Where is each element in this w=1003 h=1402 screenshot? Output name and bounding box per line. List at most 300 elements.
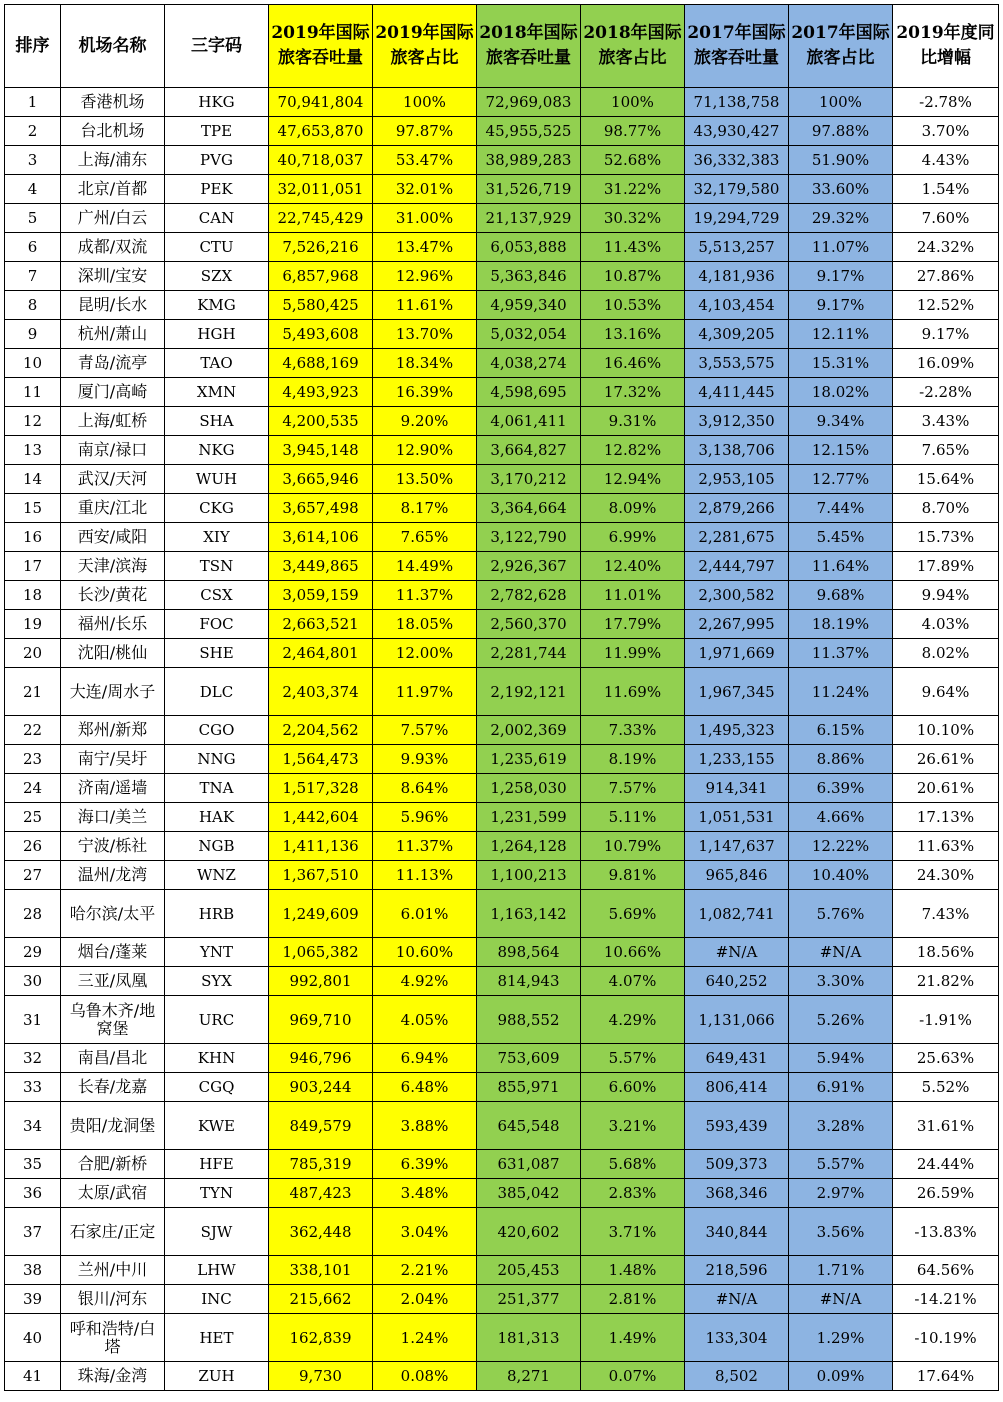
cell-iata-code: NGB	[165, 832, 269, 861]
cell-share-2017: 11.37%	[789, 639, 893, 668]
cell-airport-name: 厦门/高崎	[61, 378, 165, 407]
cell-pax-2019: 4,200,535	[269, 407, 373, 436]
cell-rank: 35	[5, 1150, 61, 1179]
cell-growth-2019: 18.56%	[893, 938, 999, 967]
cell-share-2019: 8.64%	[373, 774, 477, 803]
cell-pax-2017: 4,103,454	[685, 291, 789, 320]
cell-pax-2018: 753,609	[477, 1044, 581, 1073]
cell-pax-2019: 362,448	[269, 1208, 373, 1256]
cell-pax-2019: 47,653,870	[269, 117, 373, 146]
cell-iata-code: CTU	[165, 233, 269, 262]
cell-share-2019: 4.05%	[373, 996, 477, 1044]
cell-share-2018: 9.81%	[581, 861, 685, 890]
cell-airport-name: 兰州/中川	[61, 1256, 165, 1285]
cell-share-2018: 98.77%	[581, 117, 685, 146]
cell-pax-2017: 2,300,582	[685, 581, 789, 610]
cell-iata-code: CGO	[165, 716, 269, 745]
cell-rank: 2	[5, 117, 61, 146]
cell-rank: 11	[5, 378, 61, 407]
cell-airport-name: 大连/周水子	[61, 668, 165, 716]
cell-share-2017: 51.90%	[789, 146, 893, 175]
cell-pax-2018: 4,598,695	[477, 378, 581, 407]
table-row	[5, 552, 999, 581]
cell-share-2017: 5.94%	[789, 1044, 893, 1073]
cell-pax-2017: 1,082,741	[685, 890, 789, 938]
cell-rank: 40	[5, 1314, 61, 1362]
cell-iata-code: INC	[165, 1285, 269, 1314]
table-row	[5, 581, 999, 610]
cell-pax-2018: 1,231,599	[477, 803, 581, 832]
cell-pax-2018: 3,122,790	[477, 523, 581, 552]
cell-share-2019: 11.97%	[373, 668, 477, 716]
cell-iata-code: KMG	[165, 291, 269, 320]
cell-share-2018: 2.83%	[581, 1179, 685, 1208]
cell-pax-2018: 988,552	[477, 996, 581, 1044]
cell-share-2019: 6.48%	[373, 1073, 477, 1102]
cell-pax-2019: 1,411,136	[269, 832, 373, 861]
cell-pax-2019: 946,796	[269, 1044, 373, 1073]
cell-share-2018: 3.71%	[581, 1208, 685, 1256]
cell-share-2019: 13.47%	[373, 233, 477, 262]
table-row	[5, 1314, 999, 1362]
cell-rank: 6	[5, 233, 61, 262]
cell-pax-2017: 2,281,675	[685, 523, 789, 552]
table-header	[5, 5, 999, 88]
cell-pax-2018: 855,971	[477, 1073, 581, 1102]
cell-share-2019: 2.21%	[373, 1256, 477, 1285]
cell-share-2017: 10.40%	[789, 861, 893, 890]
cell-pax-2018: 420,602	[477, 1208, 581, 1256]
cell-share-2018: 1.49%	[581, 1314, 685, 1362]
table-row	[5, 204, 999, 233]
cell-share-2019: 8.17%	[373, 494, 477, 523]
cell-share-2019: 13.50%	[373, 465, 477, 494]
cell-growth-2019: 15.64%	[893, 465, 999, 494]
cell-pax-2017: 593,439	[685, 1102, 789, 1150]
table-row	[5, 1179, 999, 1208]
header-pax-2018: 2018年国际旅客吞吐量	[477, 5, 581, 88]
cell-pax-2018: 631,087	[477, 1150, 581, 1179]
cell-share-2019: 7.57%	[373, 716, 477, 745]
cell-pax-2018: 21,137,929	[477, 204, 581, 233]
cell-pax-2019: 3,657,498	[269, 494, 373, 523]
cell-rank: 17	[5, 552, 61, 581]
cell-iata-code: CSX	[165, 581, 269, 610]
airport-passenger-table	[4, 4, 999, 1391]
cell-pax-2017: 4,309,205	[685, 320, 789, 349]
cell-pax-2019: 992,801	[269, 967, 373, 996]
cell-growth-2019: -10.19%	[893, 1314, 999, 1362]
cell-pax-2019: 3,059,159	[269, 581, 373, 610]
cell-pax-2017: 71,138,758	[685, 88, 789, 117]
cell-share-2019: 14.49%	[373, 552, 477, 581]
cell-share-2018: 17.79%	[581, 610, 685, 639]
cell-share-2019: 53.47%	[373, 146, 477, 175]
cell-rank: 15	[5, 494, 61, 523]
table-row	[5, 407, 999, 436]
cell-rank: 33	[5, 1073, 61, 1102]
cell-pax-2019: 9,730	[269, 1362, 373, 1391]
cell-pax-2018: 1,100,213	[477, 861, 581, 890]
cell-pax-2018: 3,664,827	[477, 436, 581, 465]
cell-pax-2019: 70,941,804	[269, 88, 373, 117]
cell-airport-name: 宁波/栎社	[61, 832, 165, 861]
cell-iata-code: HFE	[165, 1150, 269, 1179]
cell-iata-code: SHA	[165, 407, 269, 436]
cell-pax-2018: 72,969,083	[477, 88, 581, 117]
cell-share-2017: 5.26%	[789, 996, 893, 1044]
table-row	[5, 1362, 999, 1391]
cell-airport-name: 深圳/宝安	[61, 262, 165, 291]
cell-growth-2019: 9.64%	[893, 668, 999, 716]
cell-rank: 27	[5, 861, 61, 890]
table-row	[5, 610, 999, 639]
cell-share-2019: 3.48%	[373, 1179, 477, 1208]
cell-growth-2019: 9.17%	[893, 320, 999, 349]
cell-pax-2019: 2,204,562	[269, 716, 373, 745]
cell-pax-2018: 251,377	[477, 1285, 581, 1314]
cell-pax-2018: 814,943	[477, 967, 581, 996]
cell-pax-2018: 2,782,628	[477, 581, 581, 610]
cell-airport-name: 太原/武宿	[61, 1179, 165, 1208]
cell-share-2019: 18.05%	[373, 610, 477, 639]
cell-pax-2017: 1,967,345	[685, 668, 789, 716]
cell-pax-2019: 849,579	[269, 1102, 373, 1150]
cell-share-2019: 11.61%	[373, 291, 477, 320]
cell-pax-2019: 338,101	[269, 1256, 373, 1285]
cell-airport-name: 温州/龙湾	[61, 861, 165, 890]
cell-pax-2017: 914,341	[685, 774, 789, 803]
cell-pax-2019: 3,665,946	[269, 465, 373, 494]
cell-iata-code: HAK	[165, 803, 269, 832]
cell-airport-name: 南昌/昌北	[61, 1044, 165, 1073]
cell-share-2018: 10.53%	[581, 291, 685, 320]
cell-pax-2019: 162,839	[269, 1314, 373, 1362]
cell-share-2017: 7.44%	[789, 494, 893, 523]
cell-iata-code: SZX	[165, 262, 269, 291]
cell-pax-2017: 1,495,323	[685, 716, 789, 745]
table-row	[5, 639, 999, 668]
cell-growth-2019: 7.60%	[893, 204, 999, 233]
cell-share-2017: 8.86%	[789, 745, 893, 774]
cell-share-2019: 1.24%	[373, 1314, 477, 1362]
cell-share-2019: 9.20%	[373, 407, 477, 436]
cell-rank: 24	[5, 774, 61, 803]
cell-rank: 1	[5, 88, 61, 117]
cell-share-2018: 11.01%	[581, 581, 685, 610]
table-row	[5, 1150, 999, 1179]
cell-share-2017: #N/A	[789, 1285, 893, 1314]
cell-pax-2019: 5,580,425	[269, 291, 373, 320]
cell-iata-code: PVG	[165, 146, 269, 175]
cell-airport-name: 乌鲁木齐/地窝堡	[61, 996, 165, 1044]
cell-airport-name: 沈阳/桃仙	[61, 639, 165, 668]
cell-share-2017: 12.22%	[789, 832, 893, 861]
cell-rank: 39	[5, 1285, 61, 1314]
cell-iata-code: XIY	[165, 523, 269, 552]
cell-pax-2019: 7,526,216	[269, 233, 373, 262]
cell-airport-name: 天津/滨海	[61, 552, 165, 581]
cell-iata-code: CAN	[165, 204, 269, 233]
cell-pax-2017: 4,181,936	[685, 262, 789, 291]
cell-share-2017: 5.76%	[789, 890, 893, 938]
table-row	[5, 320, 999, 349]
cell-share-2019: 7.65%	[373, 523, 477, 552]
cell-rank: 4	[5, 175, 61, 204]
cell-pax-2017: 19,294,729	[685, 204, 789, 233]
cell-share-2018: 10.87%	[581, 262, 685, 291]
header-rank: 排序	[5, 5, 61, 88]
cell-growth-2019: 9.94%	[893, 581, 999, 610]
cell-growth-2019: 21.82%	[893, 967, 999, 996]
cell-share-2017: 3.28%	[789, 1102, 893, 1150]
table-row	[5, 967, 999, 996]
cell-share-2019: 3.04%	[373, 1208, 477, 1256]
cell-growth-2019: 26.59%	[893, 1179, 999, 1208]
cell-pax-2017: 218,596	[685, 1256, 789, 1285]
cell-pax-2018: 2,560,370	[477, 610, 581, 639]
cell-growth-2019: 1.54%	[893, 175, 999, 204]
cell-airport-name: 上海/虹桥	[61, 407, 165, 436]
cell-share-2019: 13.70%	[373, 320, 477, 349]
cell-share-2017: 9.17%	[789, 262, 893, 291]
cell-rank: 20	[5, 639, 61, 668]
cell-pax-2018: 3,364,664	[477, 494, 581, 523]
cell-pax-2017: 36,332,383	[685, 146, 789, 175]
table-row	[5, 716, 999, 745]
table-row	[5, 262, 999, 291]
cell-share-2017: 3.30%	[789, 967, 893, 996]
cell-pax-2018: 1,163,142	[477, 890, 581, 938]
cell-share-2019: 4.92%	[373, 967, 477, 996]
cell-pax-2019: 1,517,328	[269, 774, 373, 803]
table-body	[5, 88, 999, 1391]
cell-iata-code: KHN	[165, 1044, 269, 1073]
cell-share-2018: 5.57%	[581, 1044, 685, 1073]
table-row	[5, 146, 999, 175]
cell-pax-2019: 6,857,968	[269, 262, 373, 291]
table-row	[5, 668, 999, 716]
cell-growth-2019: 20.61%	[893, 774, 999, 803]
cell-pax-2017: 32,179,580	[685, 175, 789, 204]
cell-growth-2019: 17.13%	[893, 803, 999, 832]
cell-share-2019: 9.93%	[373, 745, 477, 774]
cell-growth-2019: 8.70%	[893, 494, 999, 523]
table-row	[5, 861, 999, 890]
table-row	[5, 1208, 999, 1256]
cell-share-2019: 31.00%	[373, 204, 477, 233]
cell-pax-2019: 487,423	[269, 1179, 373, 1208]
cell-pax-2018: 8,271	[477, 1362, 581, 1391]
cell-share-2019: 32.01%	[373, 175, 477, 204]
cell-iata-code: TSN	[165, 552, 269, 581]
table-row	[5, 494, 999, 523]
cell-pax-2017: 1,051,531	[685, 803, 789, 832]
cell-airport-name: 济南/遥墙	[61, 774, 165, 803]
cell-pax-2018: 385,042	[477, 1179, 581, 1208]
cell-airport-name: 重庆/江北	[61, 494, 165, 523]
table-row	[5, 1285, 999, 1314]
cell-pax-2019: 2,663,521	[269, 610, 373, 639]
cell-share-2017: 18.02%	[789, 378, 893, 407]
cell-share-2017: 11.07%	[789, 233, 893, 262]
cell-share-2018: 0.07%	[581, 1362, 685, 1391]
table-row	[5, 890, 999, 938]
cell-iata-code: HET	[165, 1314, 269, 1362]
table-row	[5, 117, 999, 146]
cell-rank: 8	[5, 291, 61, 320]
cell-pax-2019: 1,564,473	[269, 745, 373, 774]
cell-share-2017: 9.68%	[789, 581, 893, 610]
cell-pax-2019: 2,403,374	[269, 668, 373, 716]
cell-pax-2019: 3,449,865	[269, 552, 373, 581]
cell-iata-code: TYN	[165, 1179, 269, 1208]
cell-pax-2017: 509,373	[685, 1150, 789, 1179]
cell-pax-2018: 38,989,283	[477, 146, 581, 175]
cell-iata-code: SHE	[165, 639, 269, 668]
cell-airport-name: 三亚/凤凰	[61, 967, 165, 996]
cell-iata-code: YNT	[165, 938, 269, 967]
cell-iata-code: PEK	[165, 175, 269, 204]
cell-share-2017: 100%	[789, 88, 893, 117]
cell-pax-2019: 969,710	[269, 996, 373, 1044]
cell-share-2017: 2.97%	[789, 1179, 893, 1208]
cell-rank: 32	[5, 1044, 61, 1073]
cell-share-2018: 12.94%	[581, 465, 685, 494]
cell-pax-2018: 2,002,369	[477, 716, 581, 745]
cell-pax-2018: 181,313	[477, 1314, 581, 1362]
cell-rank: 9	[5, 320, 61, 349]
cell-share-2017: 9.34%	[789, 407, 893, 436]
cell-share-2018: 12.40%	[581, 552, 685, 581]
cell-share-2018: 4.07%	[581, 967, 685, 996]
cell-rank: 13	[5, 436, 61, 465]
cell-pax-2017: 43,930,427	[685, 117, 789, 146]
cell-share-2018: 10.79%	[581, 832, 685, 861]
cell-growth-2019: 12.52%	[893, 291, 999, 320]
cell-airport-name: 南京/禄口	[61, 436, 165, 465]
cell-pax-2019: 785,319	[269, 1150, 373, 1179]
table-row	[5, 349, 999, 378]
cell-growth-2019: 24.44%	[893, 1150, 999, 1179]
cell-share-2018: 52.68%	[581, 146, 685, 175]
cell-airport-name: 香港机场	[61, 88, 165, 117]
cell-growth-2019: 4.03%	[893, 610, 999, 639]
cell-pax-2019: 3,614,106	[269, 523, 373, 552]
cell-growth-2019: 7.65%	[893, 436, 999, 465]
cell-rank: 5	[5, 204, 61, 233]
cell-rank: 37	[5, 1208, 61, 1256]
table-row	[5, 832, 999, 861]
cell-iata-code: CKG	[165, 494, 269, 523]
cell-share-2019: 18.34%	[373, 349, 477, 378]
table-row	[5, 996, 999, 1044]
airport-table-container	[4, 4, 999, 1391]
cell-share-2018: 1.48%	[581, 1256, 685, 1285]
cell-share-2017: 5.45%	[789, 523, 893, 552]
header-airport-name: 机场名称	[61, 5, 165, 88]
cell-airport-name: 长春/龙嘉	[61, 1073, 165, 1102]
cell-share-2017: 33.60%	[789, 175, 893, 204]
cell-growth-2019: 64.56%	[893, 1256, 999, 1285]
cell-pax-2018: 6,053,888	[477, 233, 581, 262]
table-row	[5, 938, 999, 967]
cell-rank: 28	[5, 890, 61, 938]
cell-pax-2017: 340,844	[685, 1208, 789, 1256]
cell-airport-name: 北京/首都	[61, 175, 165, 204]
cell-pax-2017: 1,233,155	[685, 745, 789, 774]
cell-share-2018: 13.16%	[581, 320, 685, 349]
cell-airport-name: 西安/咸阳	[61, 523, 165, 552]
table-row	[5, 523, 999, 552]
cell-share-2019: 5.96%	[373, 803, 477, 832]
cell-rank: 12	[5, 407, 61, 436]
cell-growth-2019: 27.86%	[893, 262, 999, 291]
cell-rank: 16	[5, 523, 61, 552]
cell-share-2019: 0.08%	[373, 1362, 477, 1391]
cell-pax-2017: #N/A	[685, 938, 789, 967]
cell-growth-2019: -13.83%	[893, 1208, 999, 1256]
cell-growth-2019: -1.91%	[893, 996, 999, 1044]
cell-airport-name: 南宁/吴圩	[61, 745, 165, 774]
header-share-2018: 2018年国际旅客占比	[581, 5, 685, 88]
cell-share-2019: 6.94%	[373, 1044, 477, 1073]
table-row	[5, 465, 999, 494]
cell-rank: 25	[5, 803, 61, 832]
cell-pax-2019: 1,065,382	[269, 938, 373, 967]
cell-rank: 21	[5, 668, 61, 716]
cell-rank: 41	[5, 1362, 61, 1391]
cell-pax-2017: 2,953,105	[685, 465, 789, 494]
cell-share-2019: 16.39%	[373, 378, 477, 407]
cell-rank: 26	[5, 832, 61, 861]
cell-share-2018: 11.69%	[581, 668, 685, 716]
cell-rank: 38	[5, 1256, 61, 1285]
cell-pax-2018: 3,170,212	[477, 465, 581, 494]
cell-growth-2019: -14.21%	[893, 1285, 999, 1314]
cell-rank: 34	[5, 1102, 61, 1150]
cell-share-2018: 6.60%	[581, 1073, 685, 1102]
cell-pax-2018: 1,235,619	[477, 745, 581, 774]
cell-rank: 18	[5, 581, 61, 610]
cell-iata-code: NNG	[165, 745, 269, 774]
cell-rank: 23	[5, 745, 61, 774]
header-iata-code: 三字码	[165, 5, 269, 88]
header-share-2017: 2017年国际旅客占比	[789, 5, 893, 88]
cell-share-2017: 97.88%	[789, 117, 893, 146]
cell-share-2018: 5.68%	[581, 1150, 685, 1179]
cell-pax-2019: 3,945,148	[269, 436, 373, 465]
cell-iata-code: NKG	[165, 436, 269, 465]
cell-pax-2017: 2,879,266	[685, 494, 789, 523]
cell-growth-2019: 16.09%	[893, 349, 999, 378]
cell-growth-2019: 4.43%	[893, 146, 999, 175]
cell-growth-2019: 15.73%	[893, 523, 999, 552]
cell-share-2018: 5.11%	[581, 803, 685, 832]
cell-pax-2017: 649,431	[685, 1044, 789, 1073]
cell-pax-2019: 903,244	[269, 1073, 373, 1102]
cell-pax-2018: 205,453	[477, 1256, 581, 1285]
cell-iata-code: WUH	[165, 465, 269, 494]
cell-iata-code: TAO	[165, 349, 269, 378]
cell-growth-2019: 5.52%	[893, 1073, 999, 1102]
cell-airport-name: 台北机场	[61, 117, 165, 146]
cell-pax-2017: #N/A	[685, 1285, 789, 1314]
cell-pax-2017: 1,147,637	[685, 832, 789, 861]
cell-pax-2017: 965,846	[685, 861, 789, 890]
cell-share-2017: 12.15%	[789, 436, 893, 465]
cell-share-2017: 6.15%	[789, 716, 893, 745]
